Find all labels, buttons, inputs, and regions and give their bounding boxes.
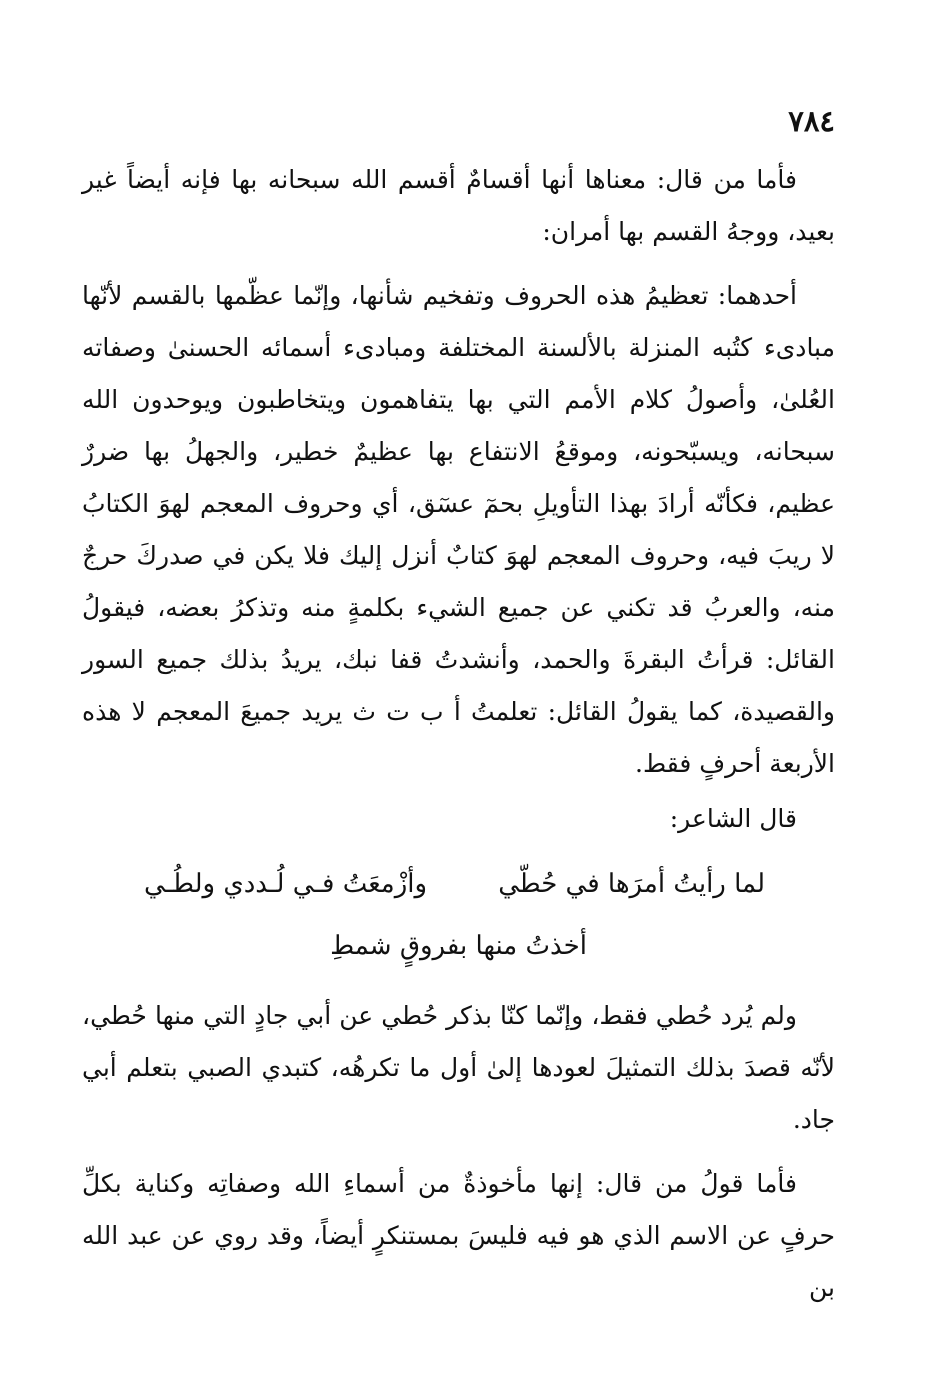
poet-intro-text: قال الشاعر: xyxy=(669,804,797,833)
verse-line-2 xyxy=(82,920,835,972)
page-number: ٧٨٤ xyxy=(788,104,835,138)
paragraph-3 xyxy=(82,990,835,1146)
paragraph-1-text: فأما من قال: معناها أنها أقسامٌ أقسم الله سبحانه بها فإنه أيضاً غير بعيد، ووجهُ القسم بها أمران: xyxy=(82,165,835,246)
paragraph-2-text: أحدهما: تعظيمُ هذه الحروف وتفخيم شأنها، وإنّما عظّمها بالقسم لأنّها مبادىء كتُبه المنزلة بالألسنة المختلفة ومبادىء أسمائه الحسنىٰ وصفاته العُلىٰ، وأصولُ كلام الأمم التي بها يتفاهمون ويتخاطبون ويوحدون الله سبحانه، ويسبّحونه، وموقعُ الانتفاع بها عظيمٌ خطير، والجهلُ بها ضررٌ عظيم، فكأنّه أرادَ بهذا التأويلِ بحمٓ عسٓق، أي وحروف المعجم لهوَ الكتابُ لا ريبَ فيه، وحروف المعجم لهوَ كتابٌ أنزل إليك فلا يكن في صدركَ حرجٌ منه، والعربُ قد تكني عن جميع الشيء بكلمةٍ منه وتذكرُ بعضه، فيقولُ القائل: قرأتُ البقرةَ والحمد، وأنشدتُ قفا نبك، يريدُ بذلك جميع السور والقصيدة، كما يقولُ القائل: تعلمتُ أ ب ت ث يريد جميعَ المعجم لا هذه الأربعة أحرفٍ فقط. xyxy=(82,281,835,778)
verse-hemistich-first: لما رأيتُ أمرَها في حُطّي xyxy=(498,869,765,899)
verse-hemistich-second: وأزْمعَتُ فـي لُـددي ولطُـي xyxy=(144,869,428,899)
paragraph-3-text: ولم يُرد حُطي فقط، وإنّما كنّا بذكر حُطي عن أبي جادٍ التي منها حُطي، لأنّه قصدَ بذلك التمثيلَ لعودها إلىٰ أول ما تكرهُه، كتبدي الصبي بتعلم أبي جاد. xyxy=(82,1001,835,1134)
paragraph-4 xyxy=(82,1158,835,1314)
poet-intro xyxy=(82,793,835,845)
paragraph-2 xyxy=(82,270,835,790)
paragraph-1 xyxy=(82,154,835,258)
paragraph-4-text: فأما قولُ من قال: إنها مأخوذةٌ من أسماءِ الله وصفاتِه وكناية بكلِّ حرفٍ عن الاسم الذي هو فيه فليسَ بمستنكرٍ أيضاً، وقد روي عن عبد الله بن xyxy=(82,1169,836,1302)
verse-line-2-text: أخذتُ منها بفروقٍ شمطِ xyxy=(330,931,587,961)
